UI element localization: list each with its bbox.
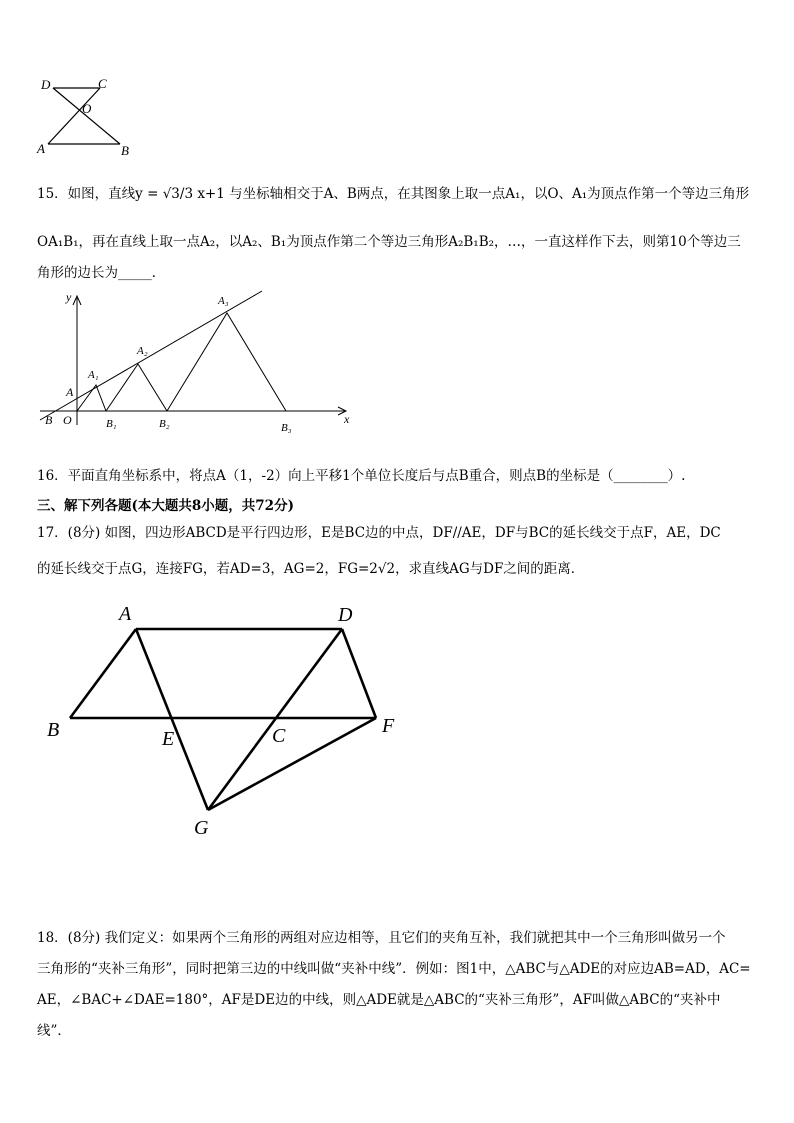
fig15-label-A1: A₁ (88, 369, 99, 381)
fig15-label-B2: B₂ (159, 418, 170, 430)
fig15-label-y: y (66, 290, 72, 304)
q18-line4: 线”． (37, 1023, 71, 1039)
fig15-label-B: B (45, 413, 53, 427)
fig15-label-O: O (63, 413, 72, 427)
q17-lines (70, 629, 376, 810)
q15-line3: 角形的边长为_____． (37, 265, 166, 281)
fig17-label-G: G (194, 817, 209, 839)
fig17-label-C: C (272, 725, 286, 747)
q15-axes (40, 296, 346, 425)
q15-line2: OA₁B₁，再在直线上取一点A₂，以A₂、B₁为顶点作第二个等边三角形A₂B₁B₂，…，一直这样作下去，则第10个等边三 (37, 234, 741, 250)
fig14-label-A: A (37, 141, 45, 156)
q18-line1: 18．(8分) 我们定义：如果两个三角形的两组对应边相等，且它们的夹角互补，我们就把其中一个三角形叫做另一个 (37, 930, 726, 946)
fig17-label-D: D (338, 604, 353, 626)
fig14-label-O: O (82, 101, 92, 116)
fig14-label-D: D (41, 77, 51, 92)
fig15-label-B3: B₃ (281, 422, 292, 434)
figure-q14-lines (48, 88, 120, 144)
q17-line2: 的延长线交于点G，连接FG，若AD=3，AG=2，FG=2√2，求直线AG与DF之间的距离． (37, 561, 585, 577)
fig15-label-A3: A₃ (218, 295, 229, 307)
q17-line1: 17．(8分) 如图，四边形ABCD是平行四边形，E是BC边的中点，DF//AE，DF与BC的延长线交于点F，AE，DC (37, 525, 721, 541)
fig17-label-F: F (382, 715, 395, 737)
q15-line1: 15．如图，直线y = √3/3 x+1 与坐标轴相交于A、B两点，在其图象上取一点A₁，以O、A₁为顶点作第一个等边三角形 (37, 186, 750, 202)
section-3-title: 三、解下列各题(本大题共8小题，共72分) (37, 498, 294, 514)
fig14-label-C: C (98, 76, 107, 91)
fig15-label-A: A (66, 385, 74, 399)
fig15-label-A2: A₂ (137, 345, 148, 357)
q18-line3: AE，∠BAC+∠DAE=180°，AF是DE边的中线，则△ADE就是△ABC的“夹补三角形”，AF叫做△ABC的“夹补中 (37, 992, 721, 1008)
fig15-label-B1: B₁ (106, 418, 117, 430)
q15-line-and-triangles (40, 291, 286, 420)
fig15-label-x: x (344, 412, 350, 426)
fig17-label-B: B (47, 719, 60, 741)
q16-text: 16．平面直角坐标系中，将点A（1，-2）向上平移1个单位长度后与点B重合，则点B的坐标是（________）. (37, 468, 686, 484)
fig17-label-A: A (119, 603, 132, 625)
fig14-label-B: B (121, 143, 129, 158)
fig17-label-E: E (162, 728, 175, 750)
q18-line2: 三角形的“夹补三角形”，同时把第三边的中线叫做“夹补中线”．例如：图1中，△ABC与△ADE的对应边AB=AD，AC= (37, 961, 751, 977)
